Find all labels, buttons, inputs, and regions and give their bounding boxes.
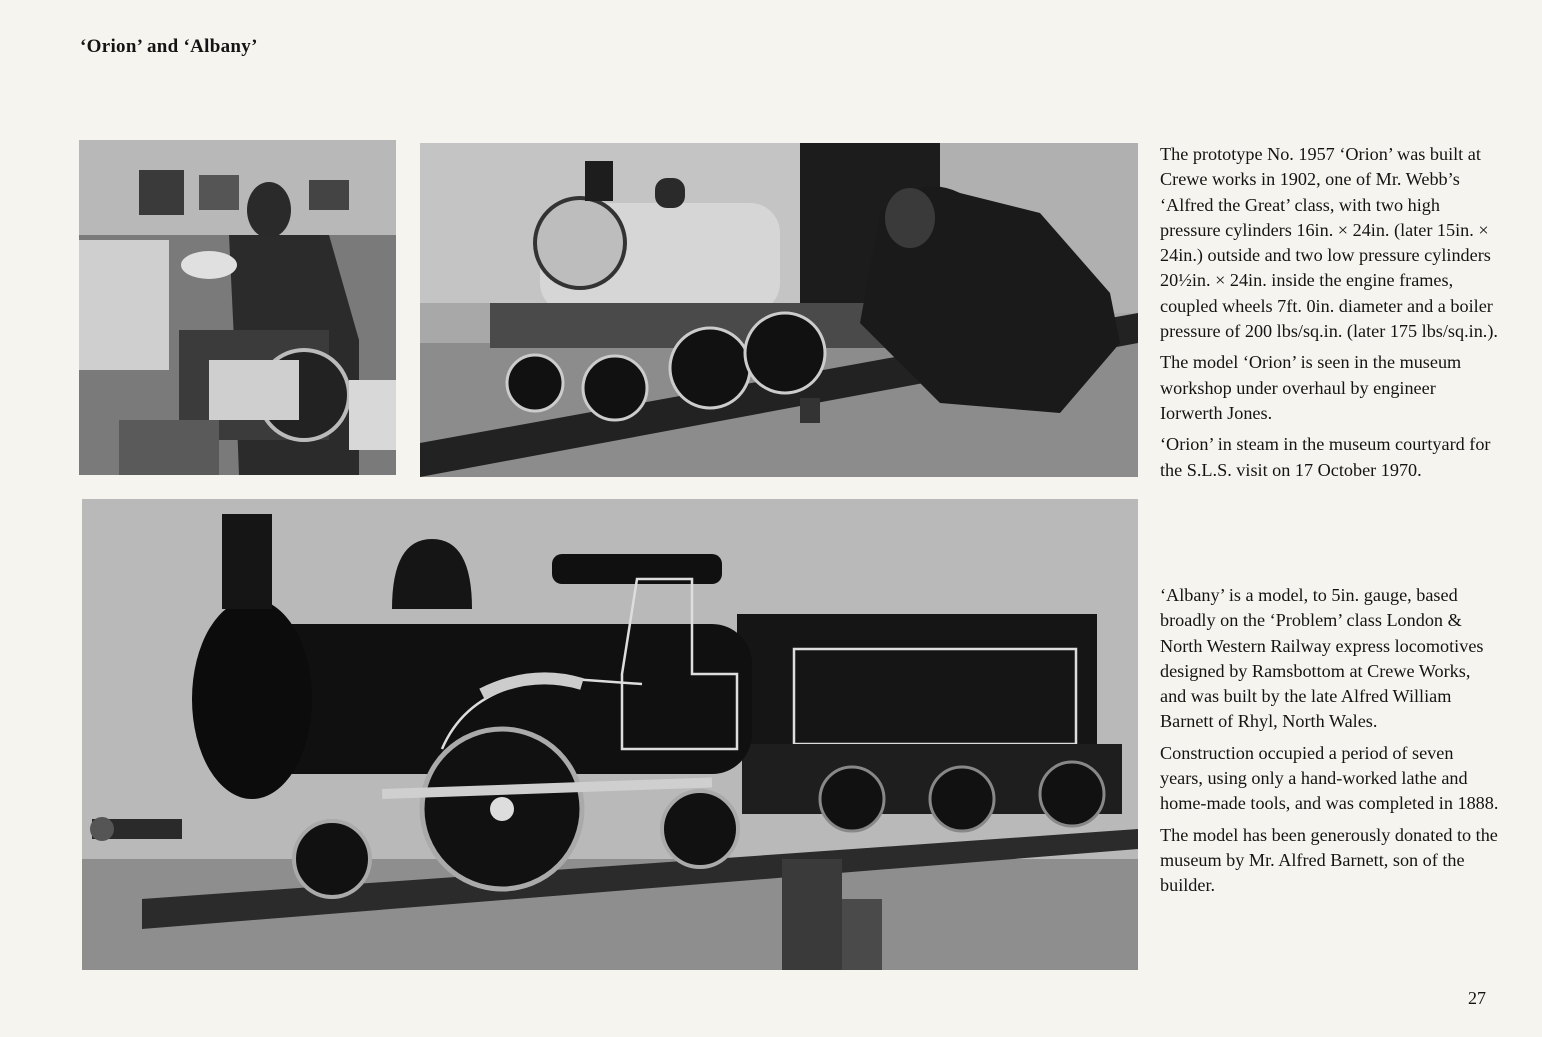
albany-locomotive-photo — [82, 499, 1138, 970]
orion-paragraph-2: The model ‘Orion’ is seen in the museum workshop under overhaul by engineer Iorwerth Jones. — [1160, 352, 1462, 423]
albany-paragraph-3: The model has been generously donated to the museum by Mr. Alfred Barnett, son of the builder. — [1160, 824, 1498, 896]
orion-courtyard-photo — [420, 143, 1138, 477]
orion-paragraph-3: ‘Orion’ in steam in the museum courtyard for the S.L.S. visit on 17 October 1970. — [1160, 434, 1491, 480]
orion-description — [1160, 142, 1500, 489]
albany-paragraph-2: Construction occupied a period of seven years, using only a hand-worked lathe and home-made tools, and was completed in 1888. — [1160, 742, 1499, 814]
workshop-photo — [79, 140, 396, 475]
page-title: ‘Orion’ and ‘Albany’ — [80, 36, 258, 57]
page-number: 27 — [1468, 988, 1486, 1008]
albany-paragraph-1: ‘Albany’ is a model, to 5in. gauge, based broadly on the ‘Problem’ class London & North Western Railway express locomotives designed by Ramsbottom at Crewe Works, and was built by the late Alfred William Barnett of Rhyl, North Wales. — [1160, 585, 1484, 732]
orion-paragraph-1: The prototype No. 1957 ‘Orion’ was built at Crewe works in 1902, one of Mr. Webb’s ‘Alfred the Great’ class, with two high pressure cylinders 16in. × 24in. (later 15in. × 24in.) outside and two low pressure cylinders 20½in. × 24in. inside the engine frames, coupled wheels 7ft. 0in. diameter and a boiler pressure of 200 lbs/sq.in. (later 175 lbs/sq.in.). — [1160, 144, 1498, 342]
albany-description — [1160, 583, 1500, 905]
